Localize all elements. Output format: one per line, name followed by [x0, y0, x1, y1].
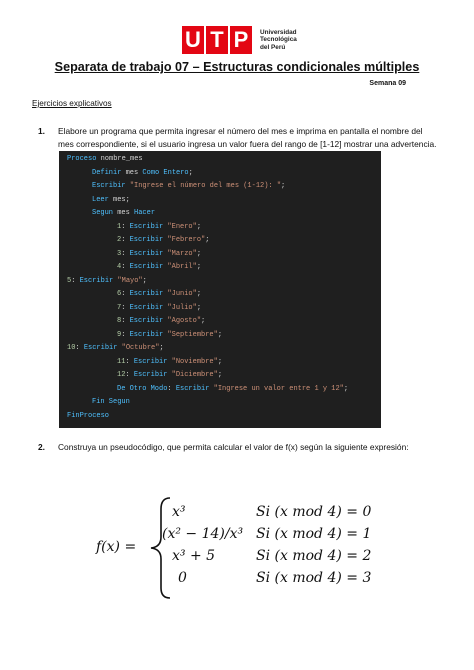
code-token: "Mayo"	[117, 276, 143, 285]
code-token: FinProceso	[67, 411, 110, 420]
code-token: :	[167, 384, 176, 393]
code-token: :	[71, 276, 80, 285]
code-token: "Octubre"	[121, 344, 160, 352]
document-title: Separata de trabajo 07 – Estructuras condicionales múltiples	[54, 60, 420, 74]
code-token: 5	[67, 276, 72, 285]
code-token: :	[121, 249, 130, 258]
code-token: De Otro Modo	[117, 384, 168, 393]
code-token: ;	[201, 317, 206, 325]
formula-case-cond: Si (x mod 4) = 0	[256, 504, 372, 520]
code-token: :	[121, 263, 130, 271]
code-token: Fin Segun	[92, 398, 130, 406]
code-token: "Septiembre"	[167, 330, 218, 339]
exercise-2	[38, 441, 438, 454]
code-token: ;	[217, 330, 223, 339]
code-token: 10	[67, 344, 76, 352]
code-line	[92, 182, 285, 190]
code-token: 4	[117, 263, 122, 271]
code-token: ;	[281, 182, 286, 190]
code-token: ;	[196, 263, 202, 271]
code-token: Escribir	[175, 384, 210, 393]
code-line	[117, 290, 201, 298]
week-label: Semana 09	[369, 80, 406, 87]
code-token: "Febrero"	[167, 236, 206, 244]
code-line	[67, 155, 143, 163]
code-token: Definir	[92, 168, 122, 177]
code-token: Escribir	[129, 330, 164, 339]
code-token: mes	[113, 209, 135, 217]
code-token: ;	[196, 249, 202, 258]
code-token: "Ingrese el número del mes (1-12): "	[129, 182, 282, 190]
exercise-1-text: Elabore un programa que permita ingresar el número del mes e imprima en pantalla el nombre del mes correspondiente, si el usuario ingresa un valor fuera del rango de [1-12] mostrar una advertencia.	[58, 126, 437, 150]
code-token: mes	[121, 168, 143, 177]
code-token: 8	[117, 317, 122, 325]
code-token: "Junio"	[167, 290, 197, 298]
code-token: ;	[196, 303, 202, 312]
code-token: 11	[117, 357, 126, 366]
code-token: Escribir	[92, 182, 126, 190]
code-token: 12	[117, 371, 126, 379]
code-token: Escribir	[133, 357, 168, 366]
code-line	[92, 196, 130, 204]
code-token: "Marzo"	[167, 249, 197, 258]
code-token: Como Entero	[142, 168, 189, 177]
code-token: :	[121, 317, 130, 325]
formula-brace	[151, 498, 170, 598]
code-token: Escribir	[129, 222, 164, 231]
code-line	[117, 358, 222, 366]
code-token: Hacer	[134, 209, 156, 217]
formula-case-expr: 0	[178, 570, 187, 586]
code-token: ;	[217, 357, 223, 366]
code-token: :	[121, 222, 130, 231]
code-token: ;	[196, 290, 202, 298]
logo-letter-p: P	[233, 27, 249, 52]
code-line	[92, 398, 130, 406]
code-line	[117, 304, 201, 312]
code-token: "Ingrese un valor entre 1 y 12"	[213, 384, 344, 393]
formula-case-expr: x³ + 5	[172, 548, 216, 564]
code-token: ;	[188, 168, 193, 177]
code-token: ;	[196, 222, 202, 231]
code-line	[117, 236, 209, 244]
logo-text-line: Universidad	[260, 28, 297, 36]
code-token: :	[121, 236, 130, 244]
code-token: Segun	[92, 209, 114, 217]
code-token: Escribir	[129, 303, 164, 312]
code-token: Escribir	[83, 344, 118, 352]
exercise-number: 1.	[38, 126, 45, 136]
formula-lhs: f(x) =	[96, 539, 137, 555]
code-token: ;	[159, 344, 164, 352]
code-token: Escribir	[129, 290, 164, 298]
code-line	[117, 371, 222, 379]
code-token: ;	[205, 236, 210, 244]
formula-case-expr: (x² − 14)/x³	[162, 526, 244, 542]
code-line	[117, 223, 201, 231]
logo-text-line: del Perú	[260, 43, 286, 51]
code-token: ;	[343, 384, 349, 393]
logo-university-name	[260, 29, 308, 51]
code-token: :	[125, 371, 134, 379]
code-token: 7	[117, 303, 122, 312]
code-token: "Diciembre"	[171, 371, 218, 379]
code-token: "Julio"	[167, 303, 197, 312]
code-token: :	[125, 357, 134, 366]
code-line	[67, 277, 147, 285]
code-line	[117, 263, 201, 271]
formula-case-cond: Si (x mod 4) = 2	[256, 548, 372, 564]
formula-case-expr: x³	[172, 504, 186, 520]
logo-letter-u: U	[185, 27, 201, 52]
code-token: Escribir	[79, 276, 114, 285]
utp-logo	[182, 26, 308, 54]
code-token: ;	[217, 371, 223, 379]
code-token: Escribir	[129, 317, 164, 325]
exercise-1	[38, 125, 438, 152]
code-token: 1	[117, 222, 122, 231]
code-token: Escribir	[129, 249, 164, 258]
logo-text-line: Tecnológica	[260, 36, 297, 44]
code-token: ;	[142, 276, 147, 285]
code-line	[117, 331, 222, 339]
code-token: 9	[117, 330, 122, 339]
code-token: Escribir	[129, 236, 164, 244]
code-token: Escribir	[129, 263, 164, 271]
formula-case-cond: Si (x mod 4) = 1	[256, 526, 372, 542]
code-token: :	[121, 330, 130, 339]
formula-case-cond: Si (x mod 4) = 3	[256, 570, 372, 586]
code-token: 3	[117, 249, 122, 258]
code-block	[59, 151, 381, 428]
code-line	[67, 412, 109, 420]
code-token: 6	[117, 290, 122, 298]
code-token: mes;	[108, 195, 130, 204]
code-token: Proceso	[67, 155, 97, 163]
logo-box	[182, 26, 252, 54]
code-line	[67, 344, 164, 352]
exercise-2-text: Construya un pseudocódigo, que permita calcular el valor de f(x) según la siguiente expresión:	[58, 442, 409, 452]
code-token: Escribir	[133, 371, 168, 379]
code-token: "Agosto"	[167, 317, 202, 325]
code-token: nombre_mes	[96, 155, 143, 163]
code-token: Leer	[92, 195, 109, 204]
code-line	[92, 209, 155, 217]
code-token: 2	[117, 236, 122, 244]
code-line	[117, 385, 348, 393]
code-token: "Enero"	[167, 222, 197, 231]
code-token: :	[121, 290, 130, 298]
section-heading: Ejercicios explicativos	[32, 99, 112, 108]
code-line	[117, 250, 201, 258]
code-token: "Abril"	[167, 263, 197, 271]
exercise-number: 2.	[38, 442, 45, 452]
code-token: "Noviembre"	[171, 357, 218, 366]
code-line	[117, 317, 205, 325]
logo-letter-t: T	[210, 27, 224, 52]
code-token: :	[121, 303, 130, 312]
code-line	[92, 169, 193, 177]
code-token: :	[75, 344, 84, 352]
